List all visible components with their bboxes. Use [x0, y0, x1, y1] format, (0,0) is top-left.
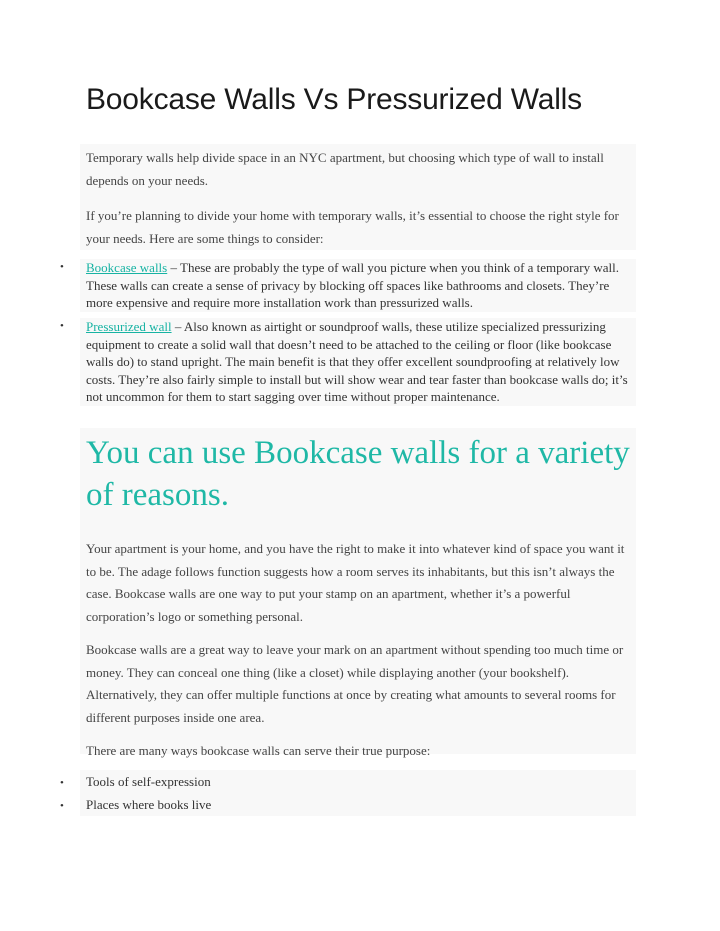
intro-block: [80, 144, 636, 250]
bullet-icon: •: [60, 320, 64, 332]
page-title: Bookcase Walls Vs Pressurized Walls: [86, 83, 582, 116]
bullet-icon: •: [60, 261, 64, 273]
list-item: [60, 794, 636, 816]
list-item-text: Tools of self-expression: [80, 770, 636, 794]
list-item-text: Places where books live: [80, 794, 636, 816]
section-paragraph: There are many ways bookcase walls can serve their true purpose:: [86, 743, 431, 758]
pressurized-wall-link[interactable]: Pressurized wall: [86, 319, 172, 334]
section-paragraph: Your apartment is your home, and you have the right to make it into whatever kind of space you want it to be. The adage follows function suggests how a room serves its inhabitants, but this isn’t always the case. Bookcase walls are one way to put your stamp on an apartment, whether it’s a powerful corporation’s logo or something personal.: [86, 541, 625, 624]
bullet-icon: •: [60, 777, 64, 789]
list-item-text: – These are probably the type of wall you picture when you think of a temporary wall. These walls can create a sense of privacy by blocking off spaces like bathrooms and closets. They’re more expensive and require more installation work than pressurized walls.: [86, 260, 619, 310]
list-item: [60, 259, 636, 312]
section-paragraph: Bookcase walls are a great way to leave your mark on an apartment without spending too much time or money. They can conceal one thing (like a closet) while displaying another (your bookshelf). Alternatively, they can offer multiple functions at once by creating what amounts to several rooms for different purposes inside one area.: [86, 642, 624, 725]
list-item: [60, 318, 636, 406]
list-item: [60, 770, 636, 794]
section-heading: You can use Bookcase walls for a variety of reasons.: [86, 435, 630, 513]
intro-paragraph: If you’re planning to divide your home with temporary walls, it’s essential to choose the right style for your needs. Here are some things to consider:: [86, 208, 619, 246]
bullet-icon: •: [60, 800, 64, 812]
section-block: [80, 428, 636, 758]
list-item-text: – Also known as airtight or soundproof walls, these utilize specialized pressurizing equipment to create a solid wall that doesn’t need to be attached to the ceiling or floor (like bookcase walls do) to stand upright. The main benefit is that they offer excellent soundproofing at relatively low costs. They’re also fairly simple to install but will show wear and tear faster than bookcase walls do; it’s not uncommon for them to start sagging over time without proper maintenance.: [86, 319, 628, 404]
bookcase-walls-link[interactable]: Bookcase walls: [86, 260, 168, 275]
intro-paragraph: Temporary walls help divide space in an NYC apartment, but choosing which type of wall to install depends on your needs.: [86, 150, 604, 188]
